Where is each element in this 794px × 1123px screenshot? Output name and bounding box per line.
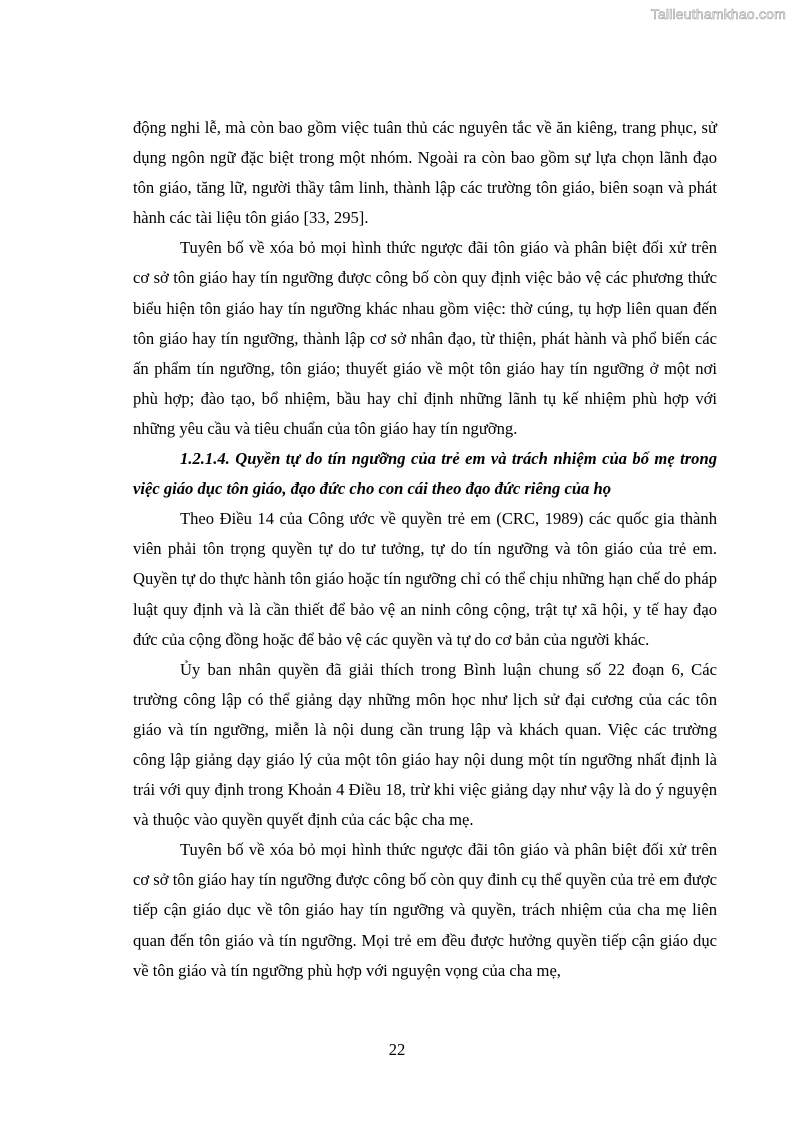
paragraph-continuation: động nghi lễ, mà còn bao gồm việc tuân thủ các nguyên tắc về ăn kiêng, trang phục, sử dụng ngôn ngữ đặc biệt trong một nhóm. Ngoài ra còn bao gồm sự lựa chọn lãnh đạo tôn giáo, tăng lữ, người thầy tâm linh, thành lập các trường tôn giáo, biên soạn và phát hành các tài liệu tôn giáo [33, 295]. [133,118,717,228]
document-body [133,113,717,986]
paragraph-crc-article-14: Theo Điều 14 của Công ước về quyền trẻ em (CRC, 1989) các quốc gia thành viên phải tôn trọng quyền tự do tư tưởng, tự do tín ngưỡng và tôn giáo của trẻ em. Quyền tự do thực hành tôn giáo hoặc tín ngưỡng chỉ có thể chịu những hạn chế do pháp luật quy định và là cần thiết để bảo vệ an ninh công cộng, trật tự xã hội, y tế hay đạo đức của cộng đồng hoặc để bảo vệ các quyền và tự do cơ bản của người khác. [133,509,717,649]
paragraph-declaration-expression: Tuyên bố về xóa bỏ mọi hình thức ngược đãi tôn giáo và phân biệt đối xử trên cơ sở tôn giáo hay tín ngưỡng được công bố còn quy định việc bảo vệ các phương thức biểu hiện tôn giáo hay tín ngưỡng khác nhau gồm việc: thờ cúng, tụ hợp liên quan đến tôn giáo hay tín ngưỡng, thành lập cơ sở nhân đạo, từ thiện, phát hành và phổ biến các ấn phẩm tín ngưỡng, tôn giáo; thuyết giáo về một tôn giáo hay tín ngưỡng ở một nơi phù hợp; đào tạo, bổ nhiệm, bầu hay chỉ định những lãnh tụ kế nhiệm phù hợp với những yêu cầu và tiêu chuẩn của tôn giáo hay tín ngưỡng. [133,238,717,438]
paragraph-human-rights-committee: Ủy ban nhân quyền đã giải thích trong Bình luận chung số 22 đoạn 6, Các trường công lập có thể giảng dạy những môn học như lịch sử đại cương của các tôn giáo và tín ngưỡng, miễn là nội dung cần trung lập và khách quan. Việc các trường công lập giảng dạy giáo lý của một tôn giáo hay nội dung một tín ngưỡng nhất định là trái với quy định trong Khoản 4 Điều 18, trừ khi việc giảng dạy như vậy là do ý nguyện và thuộc vào quyền quyết định của các bậc cha mẹ. [133,659,717,830]
section-heading-1-2-1-4: 1.2.1.4. Quyền tự do tín ngưỡng của trẻ em và trách nhiệm của bố mẹ trong việc giáo dục tôn giáo, đạo đức cho con cái theo đạo đức riêng của họ [133,449,717,499]
paragraph-declaration-children: Tuyên bố về xóa bỏ mọi hình thức ngược đãi tôn giáo và phân biệt đối xử trên cơ sở tôn giáo hay tín ngưỡng được công bố còn quy đinh cụ thể quyền của trẻ em được tiếp cận giáo dục về tôn giáo hay tín ngưỡng và quyền, trách nhiệm của cha mẹ liên quan đến tôn giáo và tín ngưỡng. Mọi trẻ em đều được hưởng quyền tiếp cận giáo dục về tôn giáo và tín ngưỡng phù hợp với nguyện vọng của cha mẹ, [133,840,717,980]
page-number: 22 [388,1040,406,1059]
watermark-text: Tailieuthamkhao.com [650,6,786,22]
